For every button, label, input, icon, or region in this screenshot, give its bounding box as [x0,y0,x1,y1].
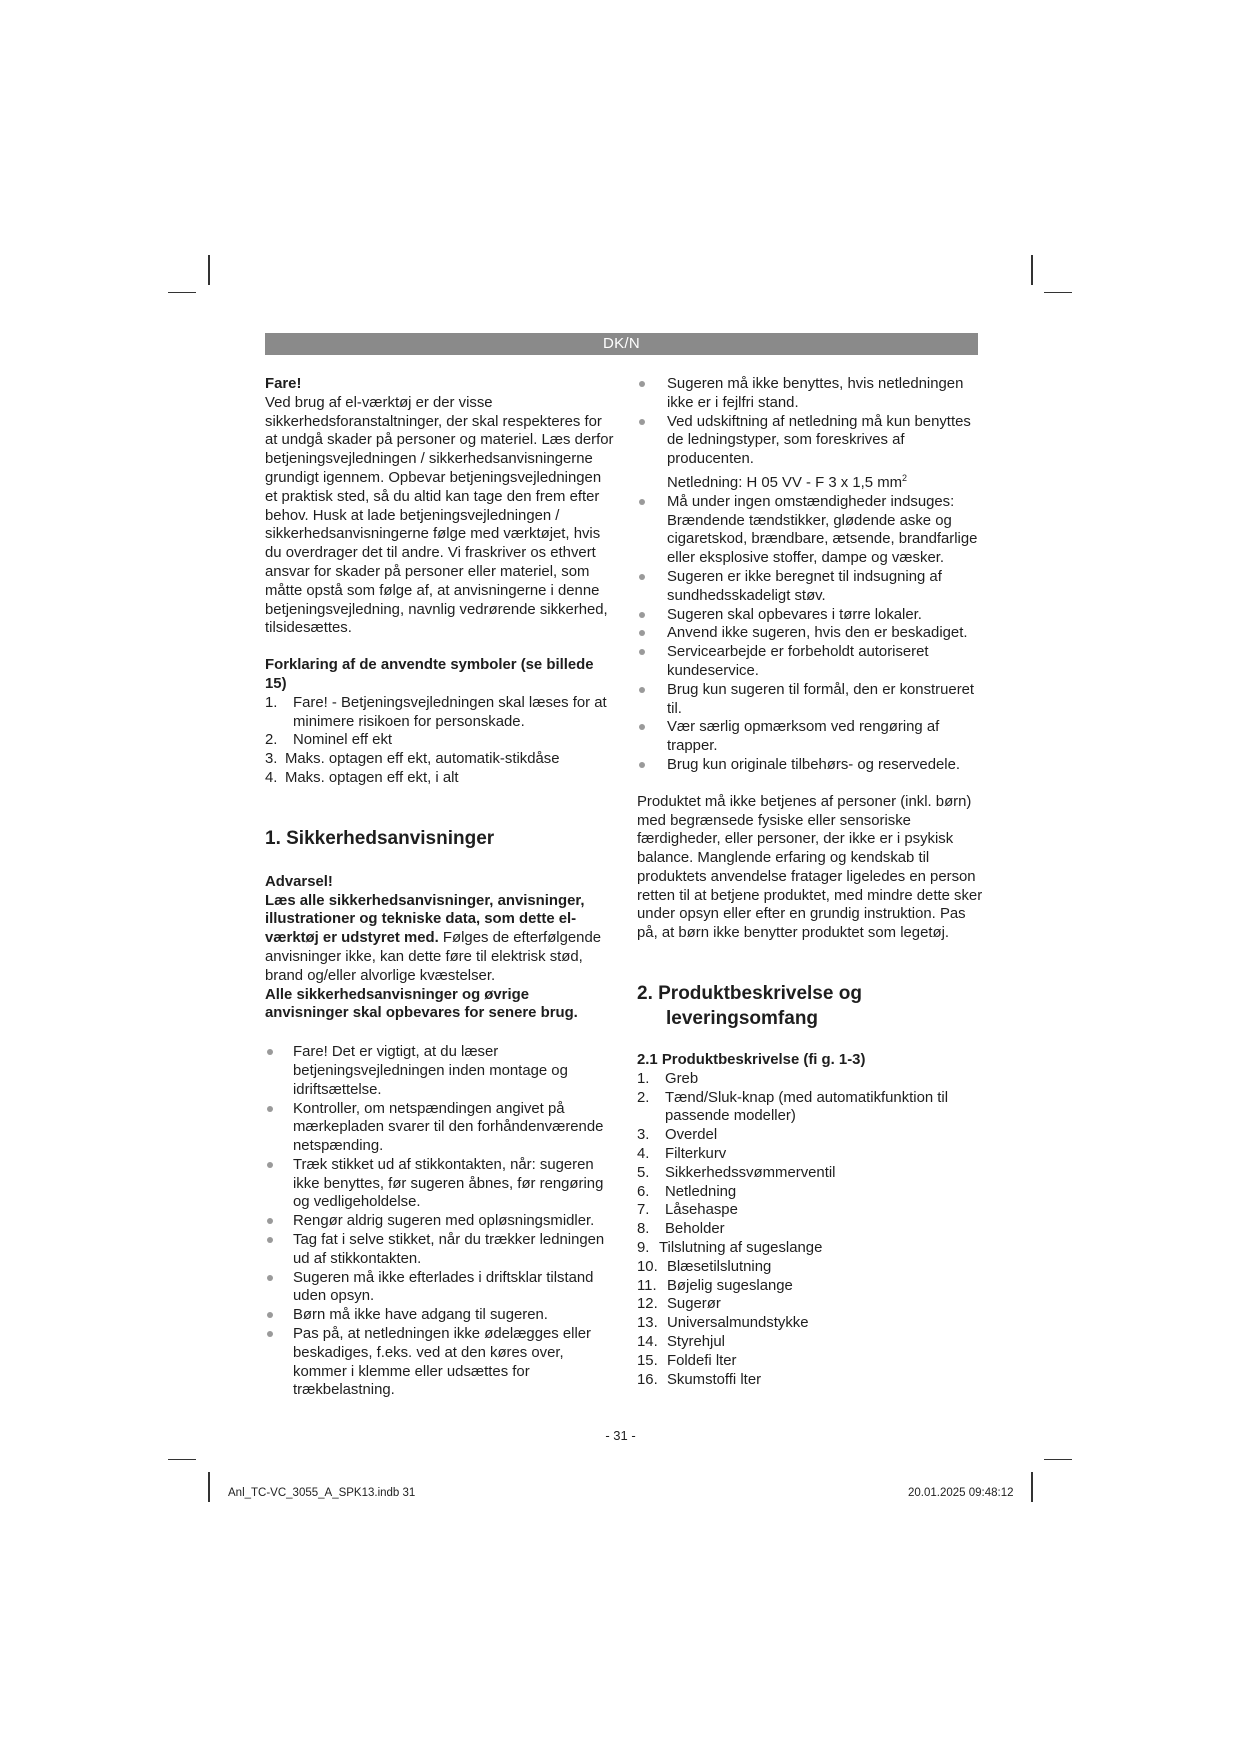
list-item: Må under ingen omstændigheder indsuges: Brændende tændstikker, glødende aske og cigaretskod, brændbare, ætsende, brandfarlige eller eksplosive stoffer, dampe og væsker. [637,493,987,568]
subsection-heading: 2.1 Produktbeskrivelse (fi g. 1-3) [637,1052,866,1069]
list-item: 14. Styrehjul [637,1334,725,1351]
children-paragraph: Produktet må ikke betjenes af personer (inkl. børn) med begrænsede fysiske eller sensoriske færdigheder, eller personer, der ikke er i psykisk balance. Manglende erfaring og kendskab til produktets anvendelse fratager ligeledes en person retten til at betjene produktet, med mindre dette sker under opsyn eller efter en grundig instruktion. Pas på, at børn ikke benytter produktet som legetøj. [637,793,983,942]
crop-mark [1031,255,1033,285]
list-item: Tag fat i selve stikket, når du trækker ledningen ud af stikkontakten. [265,1231,615,1269]
symbols-list [265,694,615,788]
list-item: 8. Beholder [637,1221,725,1238]
section-1-heading: 1. Sikkerhedsanvisninger [265,827,495,849]
crop-mark [1044,292,1072,293]
crop-mark [208,1472,210,1502]
list-item: 2. Nominel eff ekt [265,732,393,749]
symbols-heading: Forklaring af de anvendte symboler (se billede 15) [265,657,594,692]
list-item: Børn må ikke have adgang til sugeren. [265,1306,615,1325]
list-item: Fare! Det er vigtigt, at du læser betjeningsvejledningen inden montage og idriftsættelse. [265,1043,615,1099]
crop-mark [1031,1472,1033,1502]
print-timestamp: 20.01.2025 09:48:12 [908,1487,1014,1499]
list-item: 1. Fare! - Betjeningsvejledningen skal læses for at minimere risikoen for personskade. [265,694,607,730]
list-item: Ved udskiftning af netledning må kun benyttes de ledningstyper, som foreskrives af producenten. Netledning: H 05 VV - F 3 x 1,5 $mm^2$ [637,413,987,493]
left-column [265,375,615,1400]
cable-spec: Netledning: H 05 VV - F 3 x 1,5 mm [667,474,903,491]
list-item: 15. Foldefi lter [637,1352,737,1369]
list-item: Sugeren må ikke efterlades i driftsklar tilstand uden opsyn. [265,1269,615,1307]
fare-title: Fare! [265,376,302,392]
fare-paragraph: Ved brug af el-værktøj er der visse sikkerhedsforanstaltninger, der skal respekteres for at undgå skader på personer og materiel. Læs derfor betjeningsvejledningen / sikkerhedsanvisningerne grundigt igennem. Opbevar betjeningsvejledningen et praktisk sted, så du altid kan tage den frem efter behov. Husk at lade betjeningsvejledningen / sikkerhedsanvisningerne følge med værktøjet, hvis du overdrager det til andre. Vi fraskriver os ethvert ansvar for skader på personer eller materiel, som måtte opstå som følge af, at anvisningerne i denne betjeningsvejledning, navnlig vedrørende sikkerhed, tilsidesættes. [265,394,614,637]
list-item: 9. Tilslutning af sugeslange [637,1240,823,1257]
crop-mark [1044,1459,1072,1460]
list-item: Kontroller, om netspændingen angivet på mærkepladen svarer til den forhåndenværende netspænding. [265,1100,615,1156]
list-item: 7. Låsehaspe [637,1202,738,1219]
list-item: Rengør aldrig sugeren med opløsningsmidler. [265,1212,615,1231]
list-item: 5. Sikkerhedssvømmerventil [637,1164,836,1181]
keep-instructions: Alle sikkerhedsanvisninger og øvrige anvisninger skal opbevares for senere brug. [265,986,578,1022]
list-item: 3. Overdel [637,1127,718,1144]
list-item: 13. Universalmundstykke [637,1315,809,1332]
list-item: 6. Netledning [637,1183,737,1200]
warning-title: Advarsel! [265,873,333,890]
safety-bullet-list [637,375,987,775]
crop-mark [208,255,210,285]
list-item: 4. Maks. optagen eff ekt, i alt [265,769,459,786]
warning-paragraph: Læs alle sikkerhedsanvisninger, anvisninger, illustrationer og tekniske data, som dette el-værktøj er udstyret med. Følges de efterfølgende anvisninger ikke, kan dette føre til elektrisk stød, brand og/eller alvorlige kvæstelser. [265,892,602,984]
list-item: Anvend ikke sugeren, hvis den er beskadiget. [637,624,987,643]
list-item: Brug kun originale tilbehørs- og reservedele. [637,756,987,775]
list-item: Vær særlig opmærksom ved rengøring af trapper. [637,718,987,756]
list-item: Sugeren skal opbevares i tørre lokaler. [637,606,987,625]
list-item: 16. Skumstoffi lter [637,1371,762,1388]
crop-mark [168,292,196,293]
right-column [637,375,987,1389]
list-item: 3. Maks. optagen eff ekt, automatik-stikdåse [265,751,560,768]
list-item: 10. Blæsetilslutning [637,1258,772,1275]
list-item: 4. Filterkurv [637,1146,727,1163]
list-item: 12. Sugerør [637,1296,721,1313]
list-item: Brug kun sugeren til formål, den er konstrueret til. [637,681,987,719]
list-item: 2. Tænd/Sluk-knap (med automatikfunktion til passende modeller) [637,1089,949,1125]
crop-mark [168,1459,196,1460]
list-item: Pas på, at netledningen ikke ødelægges eller beskadiges, f.eks. ved at den køres over, kommer i klemme eller udsættes for trækbelastning. [265,1325,615,1400]
section-2-heading: 2. Produktbeskrivelse og leveringsomfang [637,983,862,1030]
list-item: 11. Bøjelig sugeslange [637,1277,793,1294]
file-info: Anl_TC-VC_3055_A_SPK13.indb 31 [228,1487,416,1499]
list-item: 1. Greb [637,1070,699,1087]
page-number: - 31 - [605,1428,636,1443]
list-item: Servicearbejde er forbeholdt autoriseret kundeservice. [637,643,987,681]
safety-bullet-list [265,1043,615,1400]
parts-list [637,1070,987,1390]
list-item: Sugeren må ikke benyttes, hvis netledningen ikke er i fejlfri stand. [637,375,987,413]
language-header-bar: DK/N [265,333,978,355]
list-item: Træk stikket ud af stikkontakten, når: sugeren ikke benyttes, før sugeren åbnes, før rengøring og vedligeholdelse. [265,1156,615,1212]
list-item: Sugeren er ikke beregnet til indsugning af sundhedsskadeligt støv. [637,568,987,606]
